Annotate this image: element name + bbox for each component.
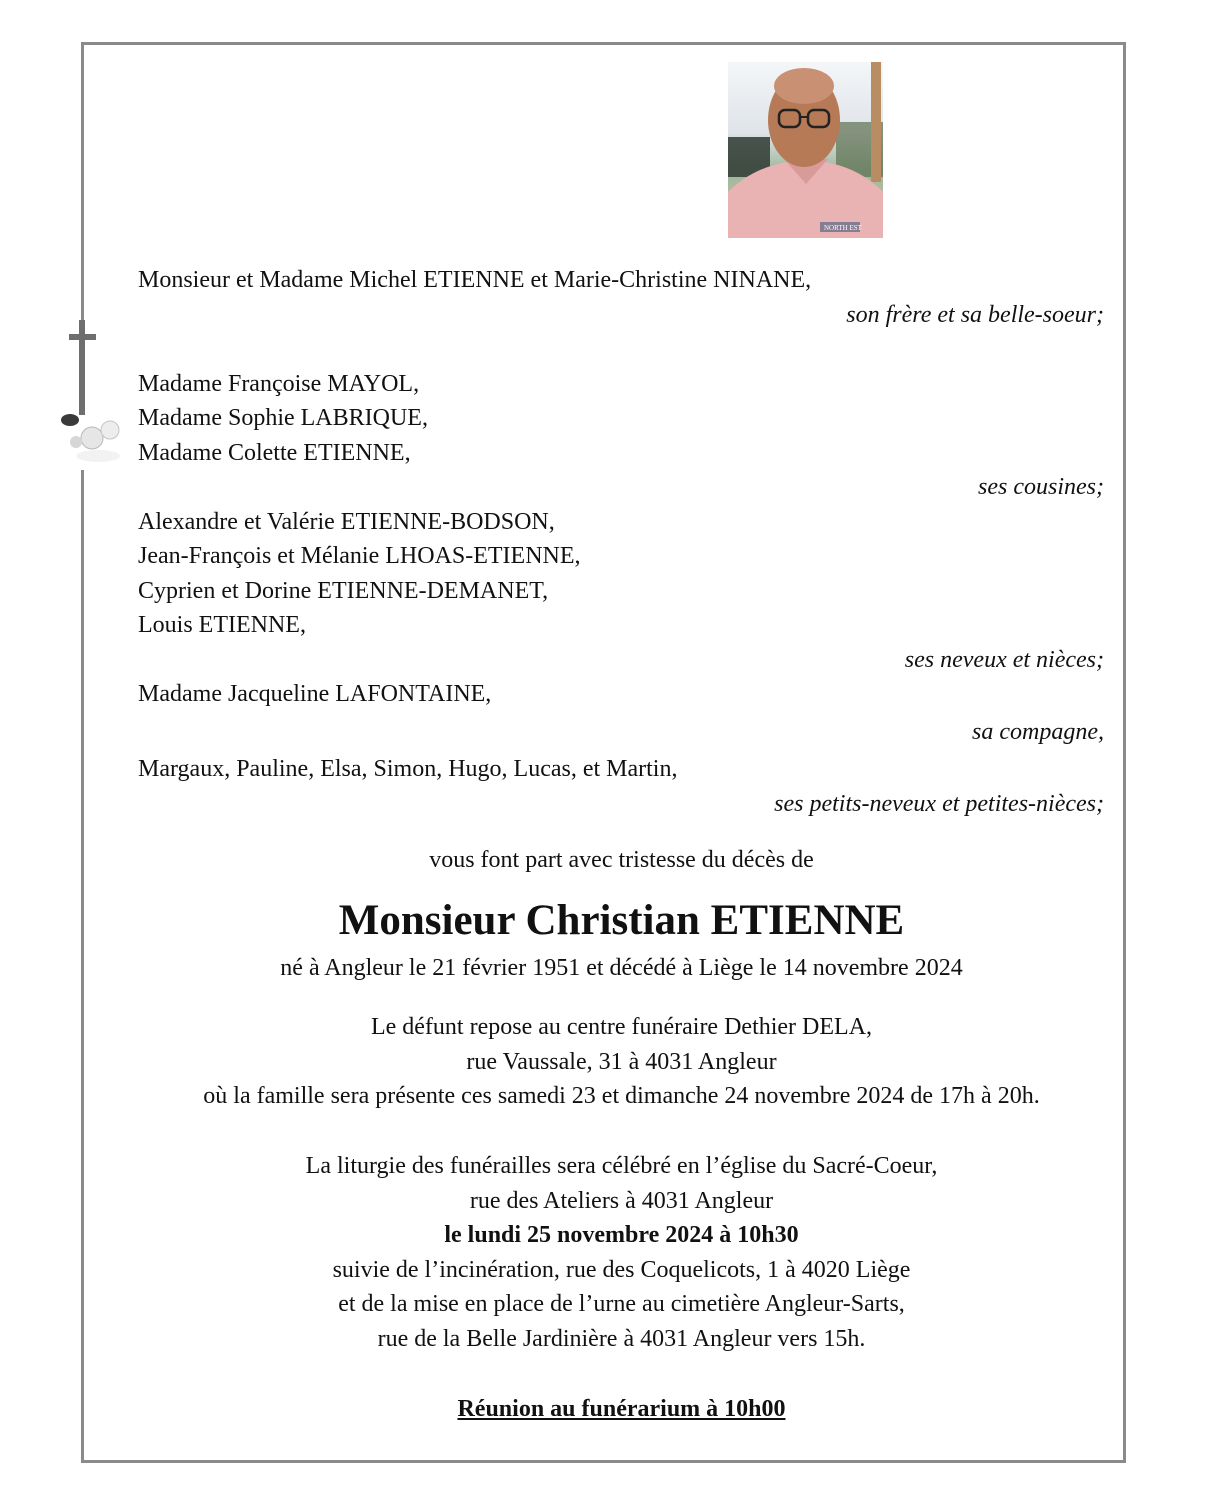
- photo-shirt-text: NORTH EST: [824, 224, 862, 232]
- relation-partner: sa compagne,: [972, 718, 1104, 745]
- family-list: [138, 263, 1104, 821]
- funeral-info: [120, 1149, 1123, 1356]
- funeral-date: le lundi 25 novembre 2024 à 10h30: [444, 1222, 799, 1248]
- funeral-line: rue des Ateliers à 4031 Angleur: [469, 1187, 774, 1214]
- visitation-info: [120, 1010, 1123, 1114]
- deceased-name: Monsieur Christian ETIENNE: [338, 896, 905, 944]
- family-cousin: Madame Colette ETIENNE,: [138, 439, 411, 466]
- funeral-line: La liturgie des funérailles sera célébré en l’église du Sacré-Coeur,: [305, 1153, 938, 1179]
- meeting-note: Réunion au funérarium à 10h00: [457, 1396, 786, 1422]
- visitation-line: rue Vaussale, 31 à 4031 Angleur: [466, 1048, 777, 1075]
- family-cousin: Madame Sophie LABRIQUE,: [138, 405, 428, 431]
- cross-emblem-icon: [58, 320, 128, 470]
- life-dates: né à Angleur le 21 février 1951 et décédé à Liège le 14 novembre 2024: [280, 954, 963, 981]
- relation-nephews: ses neveux et nièces;: [904, 646, 1104, 673]
- funeral-line: suivie de l’incinération, rue des Coquelicots, 1 à 4020 Liège: [332, 1256, 911, 1283]
- meeting-info: [120, 1392, 1123, 1427]
- announcement-intro: vous font part avec tristesse du décès de: [429, 847, 814, 873]
- family-nephew: Louis ETIENNE,: [138, 612, 306, 638]
- visitation-line: où la famille sera présente ces samedi 23 et dimanche 24 novembre 2024 de 17h à 20h.: [203, 1083, 1040, 1109]
- portrait-photo: [728, 62, 883, 238]
- announcement: [120, 843, 1123, 985]
- family-brother: Monsieur et Madame Michel ETIENNE et Marie-Christine NINANE,: [138, 267, 812, 293]
- relation-grandnephews: ses petits-neveux et petites-nièces;: [774, 790, 1104, 817]
- relation-brother: son frère et sa belle-soeur;: [846, 301, 1104, 328]
- relation-cousins: ses cousines;: [978, 474, 1104, 500]
- family-grandnephews: Margaux, Pauline, Elsa, Simon, Hugo, Lucas, et Martin,: [138, 756, 678, 782]
- family-nephew: Jean-François et Mélanie LHOAS-ETIENNE,: [138, 543, 581, 569]
- funeral-line: rue de la Belle Jardinière à 4031 Angleur vers 15h.: [377, 1325, 866, 1352]
- family-nephew: Cyprien et Dorine ETIENNE-DEMANET,: [138, 577, 549, 604]
- family-nephew: Alexandre et Valérie ETIENNE-BODSON,: [138, 508, 555, 535]
- funeral-line: et de la mise en place de l’urne au cimetière Angleur-Sarts,: [338, 1291, 905, 1317]
- family-cousin: Madame Françoise MAYOL,: [138, 370, 420, 397]
- visitation-line: Le défunt repose au centre funéraire Dethier DELA,: [370, 1014, 873, 1040]
- family-partner: Madame Jacqueline LAFONTAINE,: [138, 681, 492, 707]
